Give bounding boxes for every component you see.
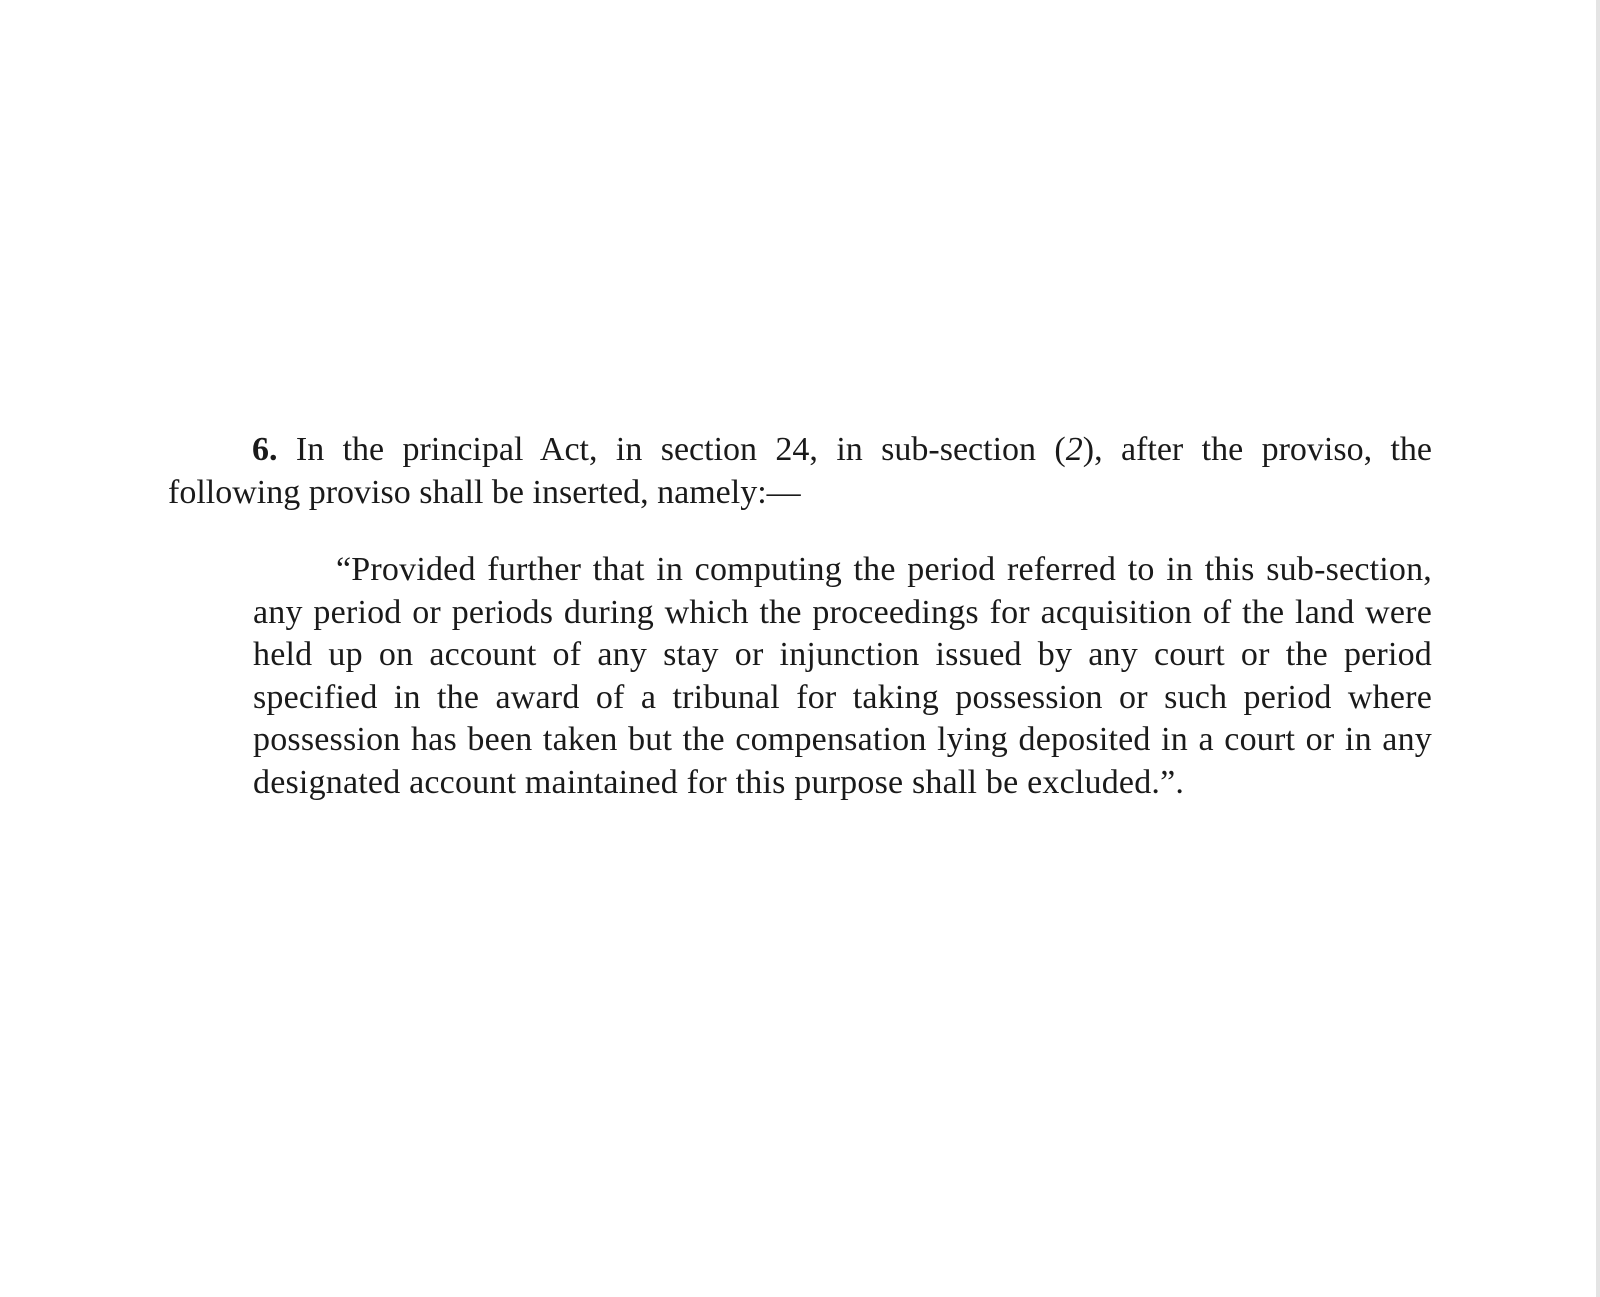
inserted-proviso: “Provided further that in computing the period referred to in this sub-section, any period or periods during which the proceedings for acquisition of the land were held up on account of any stay or injunction issued by any court or the period specified in the award of a tribunal for taking possession or such period where possession has been taken but the compensation lying deposited in a court or in any designated account maintained for this purpose shall be excluded.”.	[253, 551, 1432, 801]
amendment-section-6	[168, 428, 1432, 514]
section-text-before: In the principal Act, in section 24, in sub-section (	[277, 431, 1066, 468]
section-number: 6.	[252, 431, 278, 468]
section-text-after: ), after the proviso, the following proviso shall be inserted, namely:—	[168, 431, 1432, 511]
subsection-reference: 2	[1065, 431, 1083, 468]
page-edge-shadow	[1596, 0, 1600, 1297]
